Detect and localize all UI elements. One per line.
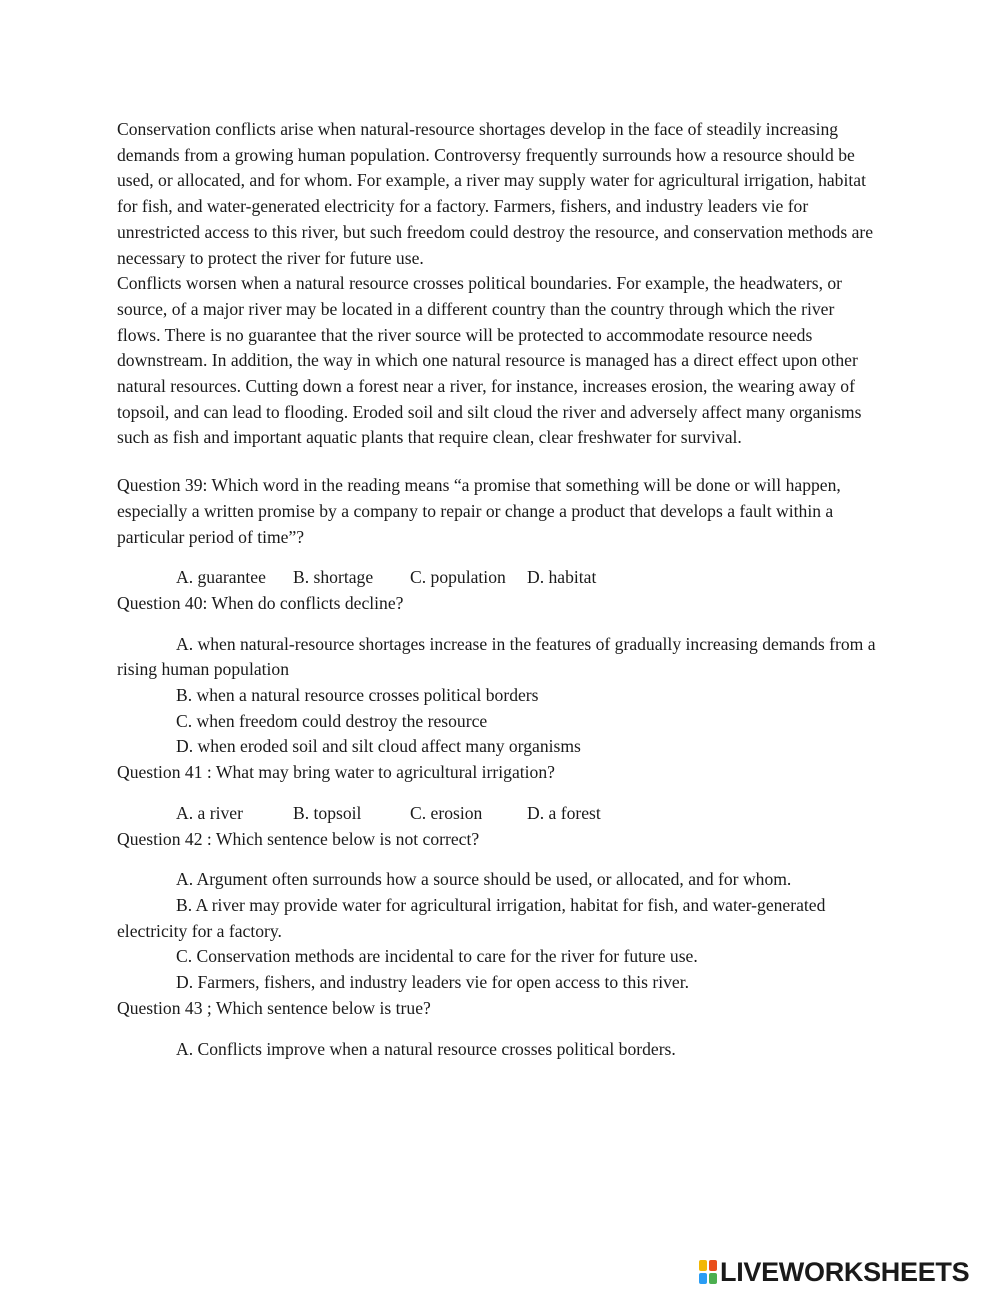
question-43 (117, 996, 877, 1062)
liveworksheets-logo-icon (698, 1259, 718, 1285)
question-39-text: Question 39: Which word in the reading means “a promise that something will be done or will happen, especially a written promise by a company to repair or change a product that develops a fault within a particular period of time”? (117, 475, 841, 547)
question-41-text: Question 41 : What may bring water to agricultural irrigation? (117, 762, 555, 783)
question-42-text: Question 42 : Which sentence below is not correct? (117, 828, 480, 849)
question-41-options (117, 801, 877, 827)
passage-paragraph-1: Conservation conflicts arise when natural-resource shortages develop in the face of steadily increasing demands from a growing human population. Controversy frequently surrounds how a resource should be used, or allocated, and for whom. For example, a river may supply water for agricultural irrigation, habitat for fish, and water-generated electricity for a factory. Farmers, fishers, and industry leaders vie for unrestricted access to this river, but such freedom could destroy the resource, and conservation methods are necessary to protect the river for future use. (117, 119, 874, 268)
option-c[interactable]: C. when freedom could destroy the resource (176, 710, 488, 731)
option-c[interactable]: C. Conservation methods are incidental to care for the river for future use. (176, 946, 698, 967)
worksheet-page (117, 117, 877, 1062)
question-40-text: Question 40: When do conflicts decline? (117, 592, 404, 613)
question-43-text: Question 43 ; Which sentence below is true? (117, 997, 431, 1018)
question-42 (117, 827, 877, 996)
option-d[interactable]: D. habitat (527, 567, 597, 588)
option-c[interactable]: C. population (410, 567, 506, 588)
question-40 (117, 591, 877, 760)
option-b[interactable]: B. when a natural resource crosses political borders (176, 685, 539, 706)
option-c[interactable]: C. erosion (410, 802, 483, 823)
logo-text: LIVEWORKSHEETS (720, 1256, 970, 1287)
passage-paragraph-2: Conflicts worsen when a natural resource crosses political boundaries. For example, the headwaters, or source, of a major river may be located in a different country than the country through which the river flows. There is no guarantee that the river source will be protected to accommodate resource needs downstream. In addition, the way in which one natural resource is managed has a direct effect upon other natural resources. Cutting down a forest near a river, for instance, increases erosion, the wearing away of topsoil, and can lead to flooding. Eroded soil and silt cloud the river and adversely affect many organisms such as fish and important aquatic plants that require clean, clear freshwater for survival. (117, 273, 862, 448)
option-a[interactable]: A. Conflicts improve when a natural resource crosses political borders. (176, 1038, 676, 1059)
option-b[interactable]: B. topsoil (293, 802, 362, 823)
option-b[interactable]: B. shortage (293, 567, 374, 588)
liveworksheets-logo (698, 1258, 969, 1286)
option-a[interactable]: A. a river (176, 802, 243, 823)
option-d[interactable]: D. Farmers, fishers, and industry leaders vie for open access to this river. (176, 972, 690, 993)
question-39 (117, 473, 877, 591)
option-d[interactable]: D. when eroded soil and silt cloud affect many organisms (176, 736, 581, 757)
option-a[interactable]: A. when natural-resource shortages increase in the features of gradually increasing demands from a rising human population (117, 633, 876, 680)
option-a[interactable]: A. Argument often surrounds how a source should be used, or allocated, and for whom. (176, 869, 792, 890)
option-b[interactable]: B. A river may provide water for agricultural irrigation, habitat for fish, and water-generated electricity for a factory. (117, 894, 826, 941)
option-a[interactable]: A. guarantee (176, 567, 266, 588)
option-d[interactable]: D. a forest (527, 802, 601, 823)
question-41 (117, 760, 877, 826)
question-39-options (117, 565, 877, 591)
